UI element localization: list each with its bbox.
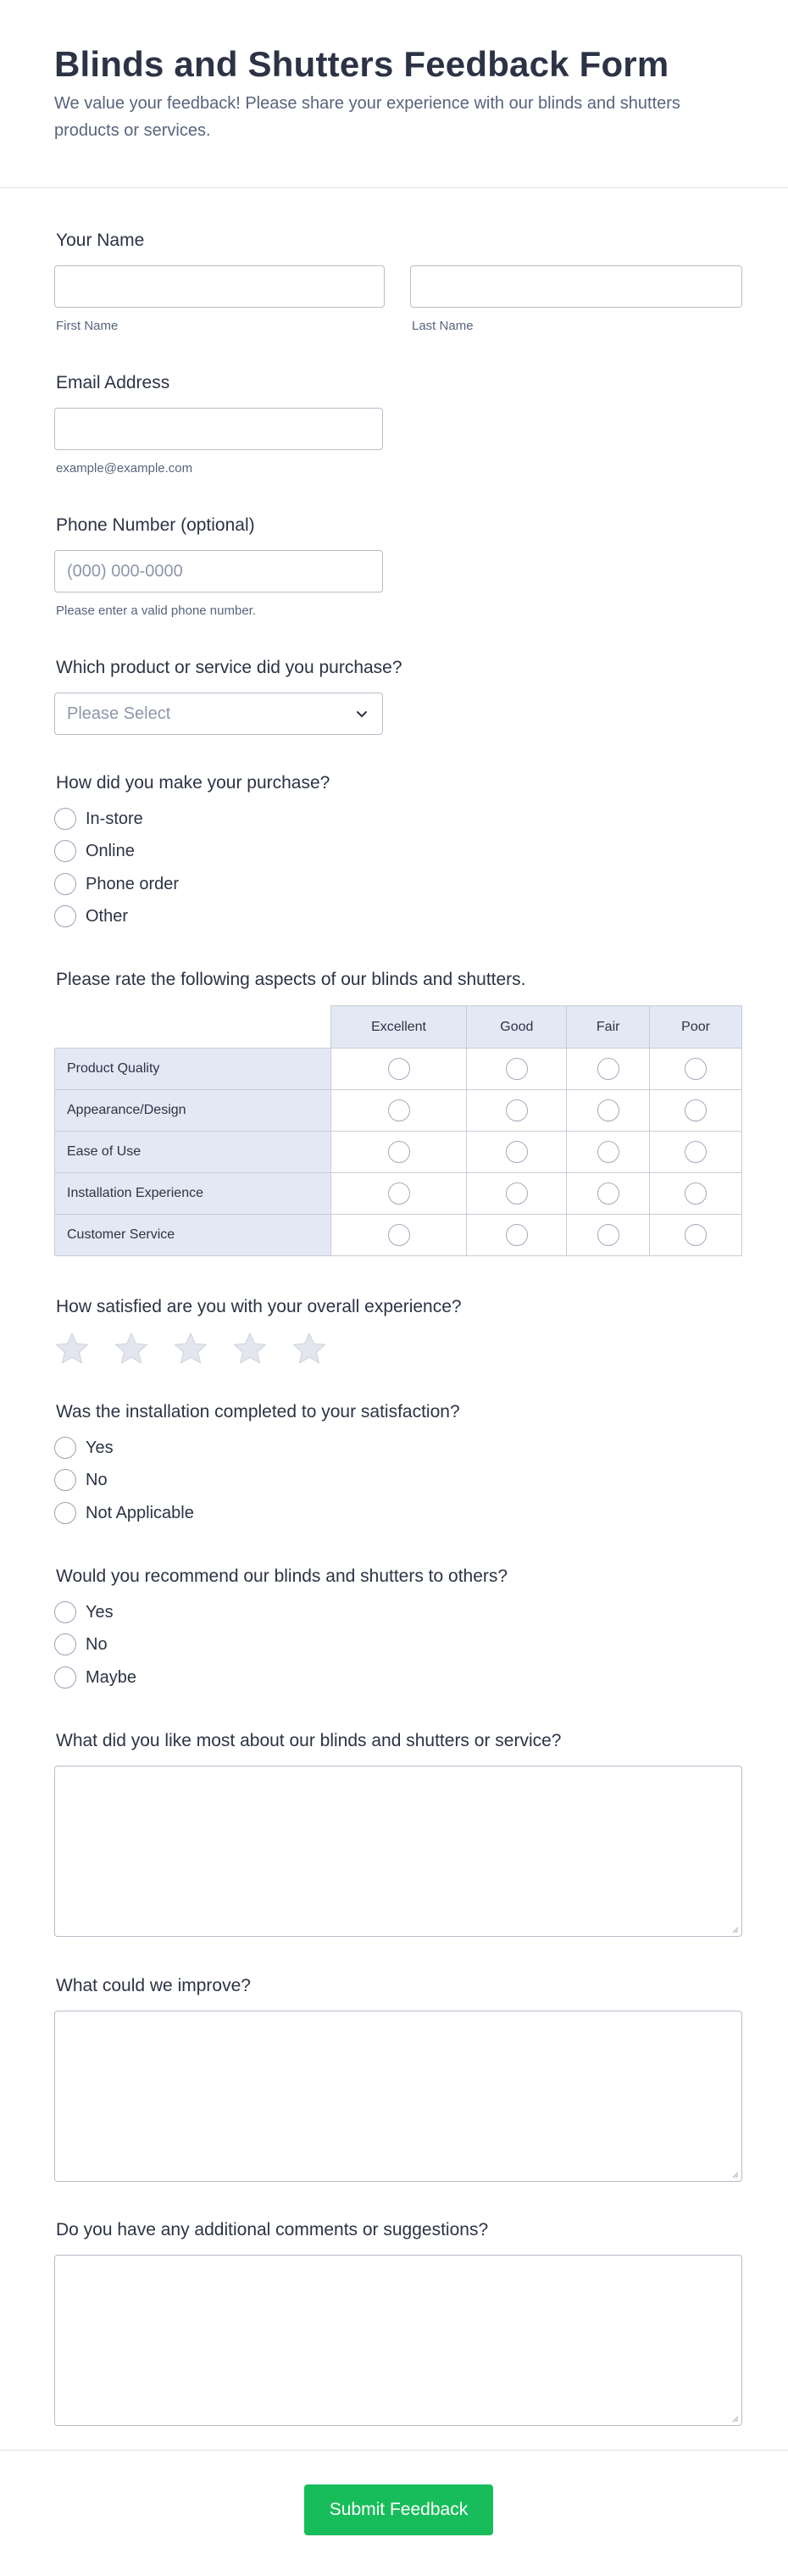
product-question-label: Which product or service did you purchase?	[56, 658, 402, 677]
matrix-radio[interactable]	[388, 1224, 410, 1246]
matrix-radio[interactable]	[685, 1182, 707, 1205]
product-select-placeholder: Please Select	[67, 704, 171, 723]
matrix-column-header: Poor	[650, 1006, 742, 1049]
improve-question-label: What could we improve?	[56, 1976, 251, 1995]
last-name-input[interactable]	[410, 265, 742, 308]
matrix-row	[55, 1049, 742, 1090]
radio-circle[interactable]	[54, 873, 76, 895]
liked-question-label: What did you like most about our blinds and shutters or service?	[56, 1731, 562, 1750]
email-question-label: Email Address	[56, 373, 170, 392]
installation-question-label: Was the installation completed to your satisfaction?	[56, 1402, 460, 1422]
comments-question-label: Do you have any additional comments or suggestions?	[56, 2220, 489, 2239]
matrix-radio[interactable]	[597, 1058, 619, 1080]
matrix-row	[55, 1215, 742, 1256]
matrix-column-header: Good	[467, 1006, 567, 1049]
star-icon[interactable]	[173, 1331, 208, 1366]
improve-textarea[interactable]	[54, 2011, 742, 2182]
radio-circle[interactable]	[54, 1437, 76, 1459]
rating-question-label: Please rate the following aspects of our blinds and shutters.	[56, 970, 526, 989]
chevron-down-icon	[353, 705, 370, 722]
comments-textarea[interactable]	[54, 2255, 742, 2426]
matrix-corner	[55, 1006, 331, 1049]
phone-question-label: Phone Number (optional)	[56, 515, 255, 535]
matrix-radio[interactable]	[506, 1141, 528, 1163]
matrix-radio[interactable]	[388, 1141, 410, 1163]
email-sublabel: example@example.com	[56, 461, 193, 476]
liked-textarea[interactable]	[54, 1766, 742, 1937]
first-name-sublabel: First Name	[56, 319, 119, 333]
radio-circle[interactable]	[54, 1666, 76, 1689]
matrix-radio[interactable]	[388, 1099, 410, 1121]
matrix-radio[interactable]	[506, 1058, 528, 1080]
matrix-row-label: Customer Service	[55, 1215, 331, 1256]
radio-circle[interactable]	[54, 905, 76, 927]
matrix-radio[interactable]	[685, 1099, 707, 1121]
star-icon[interactable]	[54, 1331, 90, 1366]
matrix-radio[interactable]	[685, 1141, 707, 1163]
radio-circle[interactable]	[54, 1601, 76, 1623]
matrix-radio[interactable]	[597, 1224, 619, 1246]
matrix-radio[interactable]	[388, 1182, 410, 1205]
matrix-radio[interactable]	[597, 1141, 619, 1163]
name-question-label: Your Name	[56, 231, 145, 250]
radio-circle[interactable]	[54, 1502, 76, 1524]
recommend-question-label: Would you recommend our blinds and shutters to others?	[56, 1566, 508, 1586]
radio-circle[interactable]	[54, 840, 76, 862]
matrix-radio[interactable]	[685, 1058, 707, 1080]
resize-grip-icon[interactable]	[730, 2414, 739, 2423]
form-subtitle: We value your feedback! Please share your experience with our blinds and shutters products or services.	[54, 94, 680, 140]
radio-circle[interactable]	[54, 1633, 76, 1655]
matrix-row	[55, 1173, 742, 1215]
first-name-input[interactable]	[54, 265, 385, 308]
phone-placeholder: (000) 000-0000	[67, 562, 183, 581]
radio-circle[interactable]	[54, 1469, 76, 1491]
form-header	[0, 0, 788, 188]
star-icon[interactable]	[291, 1331, 327, 1366]
matrix-column-header: Fair	[567, 1006, 650, 1049]
form-title: Blinds and Shutters Feedback Form	[54, 44, 669, 84]
rating-matrix	[54, 1005, 742, 1256]
resize-grip-icon[interactable]	[730, 1925, 739, 1933]
matrix-row-label: Installation Experience	[55, 1173, 331, 1215]
radio-circle[interactable]	[54, 808, 76, 830]
star-icon[interactable]	[232, 1331, 268, 1366]
matrix-radio[interactable]	[685, 1224, 707, 1246]
matrix-row	[55, 1090, 742, 1132]
star-icon[interactable]	[114, 1331, 149, 1366]
form-footer	[0, 2450, 788, 2576]
matrix-row	[55, 1132, 742, 1173]
matrix-row-label: Ease of Use	[55, 1132, 331, 1173]
matrix-radio[interactable]	[506, 1099, 528, 1121]
phone-sublabel: Please enter a valid phone number.	[56, 604, 256, 618]
matrix-column-header: Excellent	[330, 1006, 467, 1049]
matrix-radio[interactable]	[388, 1058, 410, 1080]
matrix-row-label: Product Quality	[55, 1049, 331, 1090]
last-name-sublabel: Last Name	[412, 319, 474, 333]
resize-grip-icon[interactable]	[730, 2170, 739, 2178]
matrix-radio[interactable]	[506, 1224, 528, 1246]
email-input[interactable]	[54, 408, 383, 450]
matrix-radio[interactable]	[597, 1099, 619, 1121]
matrix-radio[interactable]	[597, 1182, 619, 1205]
purchase-question-label: How did you make your purchase?	[56, 773, 330, 793]
submit-button[interactable]: Submit Feedback	[304, 2484, 493, 2535]
product-select[interactable]	[54, 693, 383, 735]
satisfaction-question-label: How satisfied are you with your overall experience?	[56, 1297, 462, 1316]
matrix-row-label: Appearance/Design	[55, 1090, 331, 1132]
matrix-radio[interactable]	[506, 1182, 528, 1205]
phone-input[interactable]	[54, 550, 383, 593]
